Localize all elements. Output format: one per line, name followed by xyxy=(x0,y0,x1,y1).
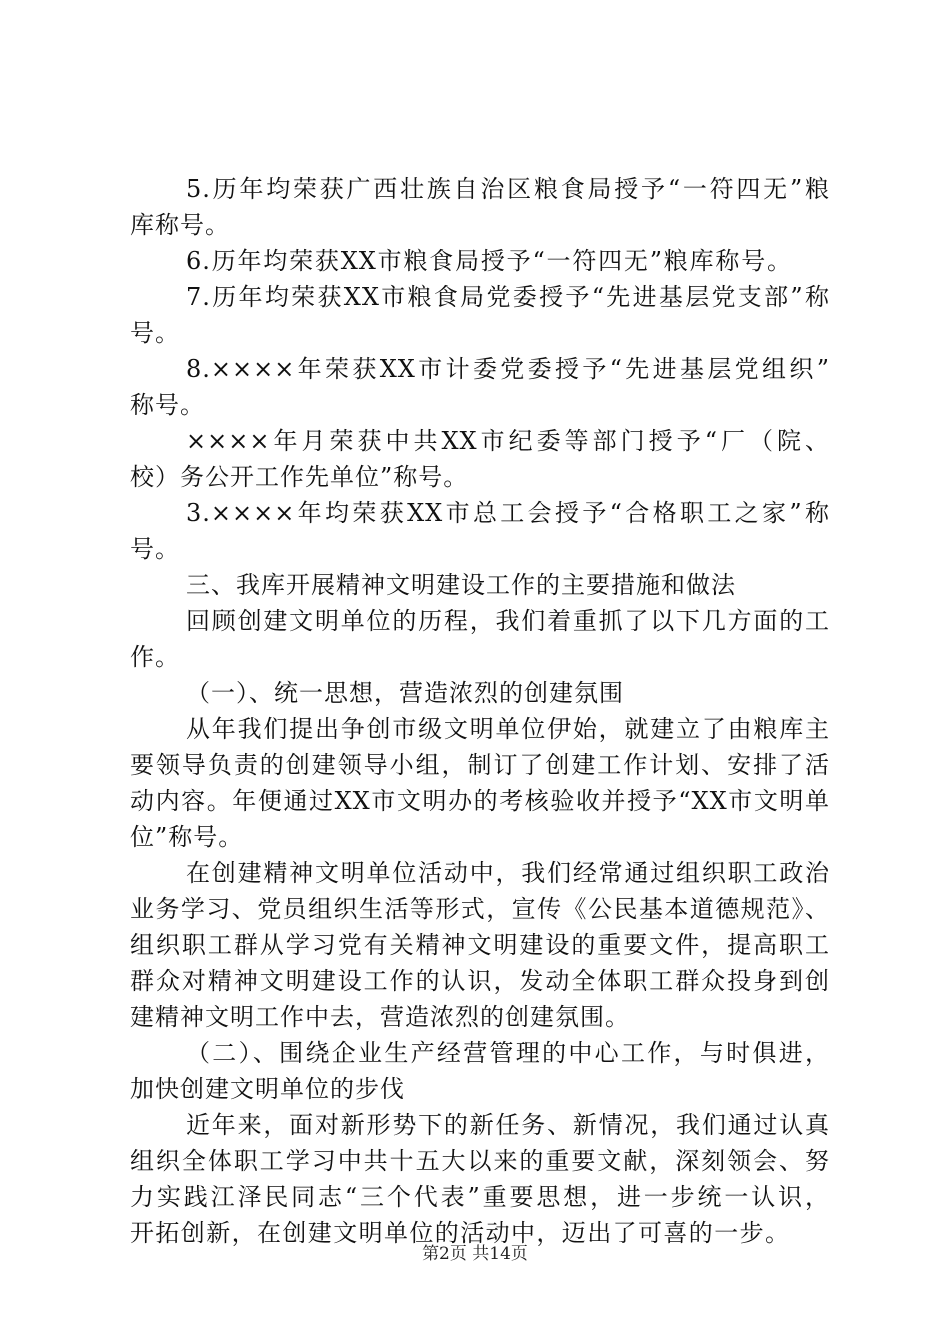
paragraph-line: 动内容。年便通过XX市文明办的考核验收并授予“XX市文明单 xyxy=(130,787,830,815)
paragraph-line: 从年我们提出争创市级文明单位伊始，就建立了由粮库主 xyxy=(186,715,830,743)
paragraph-line: 组织职工群从学习党有关精神文明建设的重要文件，提高职工 xyxy=(130,931,830,959)
section-heading: 三、我库开展精神文明建设工作的主要措施和做法 xyxy=(186,571,736,599)
paragraph-line: 力实践江泽民同志“三个代表”重要思想，进一步统一认识， xyxy=(130,1183,830,1211)
subsection-heading: （二）、围绕企业生产经营管理的中心工作，与时俱进， xyxy=(186,1039,830,1067)
paragraph-line: 5.历年均荣获广西壮族自治区粮食局授予“一符四无”粮 xyxy=(186,175,830,203)
paragraph-line: 库称号。 xyxy=(130,211,230,239)
paragraph-line: 位”称号。 xyxy=(130,823,244,851)
paragraph-line: 号。 xyxy=(130,535,180,563)
paragraph-line: 在创建精神文明单位活动中，我们经常通过组织职工政治 xyxy=(186,859,830,887)
paragraph-line: 要领导负责的创建领导小组，制订了创建工作计划、安排了活 xyxy=(130,751,830,779)
paragraph-line: 群众对精神文明建设工作的认识，发动全体职工群众投身到创 xyxy=(130,967,830,995)
paragraph-line: 回顾创建文明单位的历程，我们着重抓了以下几方面的工 xyxy=(186,607,830,635)
paragraph-line: 称号。 xyxy=(130,391,205,419)
paragraph-line: 开拓创新，在创建文明单位的活动中，迈出了可喜的一步。 xyxy=(130,1219,790,1247)
subsection-heading: （一）、统一思想，营造浓烈的创建氛围 xyxy=(186,679,624,707)
paragraph-line: 3.××××年均荣获XX市总工会授予“合格职工之家”称 xyxy=(186,499,830,527)
subsection-heading-continued: 加快创建文明单位的步伐 xyxy=(130,1075,405,1103)
paragraph-line: 近年来，面对新形势下的新任务、新情况，我们通过认真 xyxy=(186,1111,830,1139)
paragraph-line: 建精神文明工作中去，营造浓烈的创建氛围。 xyxy=(130,1003,630,1031)
paragraph-line: 组织全体职工学习中共十五大以来的重要文献，深刻领会、努 xyxy=(130,1147,830,1175)
paragraph-line: ××××年月荣获中共XX市纪委等部门授予“厂（院、 xyxy=(186,427,830,455)
paragraph-line: 6.历年均荣获XX市粮食局授予“一符四无”粮库称号。 xyxy=(186,247,792,275)
paragraph-line: 号。 xyxy=(130,319,180,347)
paragraph-line: 8.××××年荣获XX市计委党委授予“先进基层党组织” xyxy=(186,355,830,383)
page-footer: 第2页 共14页 xyxy=(422,1244,528,1264)
paragraph-line: 校）务公开工作先单位”称号。 xyxy=(130,463,469,491)
paragraph-line: 作。 xyxy=(130,643,180,671)
paragraph-line: 7.历年均荣获XX市粮食局党委授予“先进基层党支部”称 xyxy=(186,283,830,311)
paragraph-line: 业务学习、党员组织生活等形式，宣传《公民基本道德规范》、 xyxy=(130,895,830,923)
